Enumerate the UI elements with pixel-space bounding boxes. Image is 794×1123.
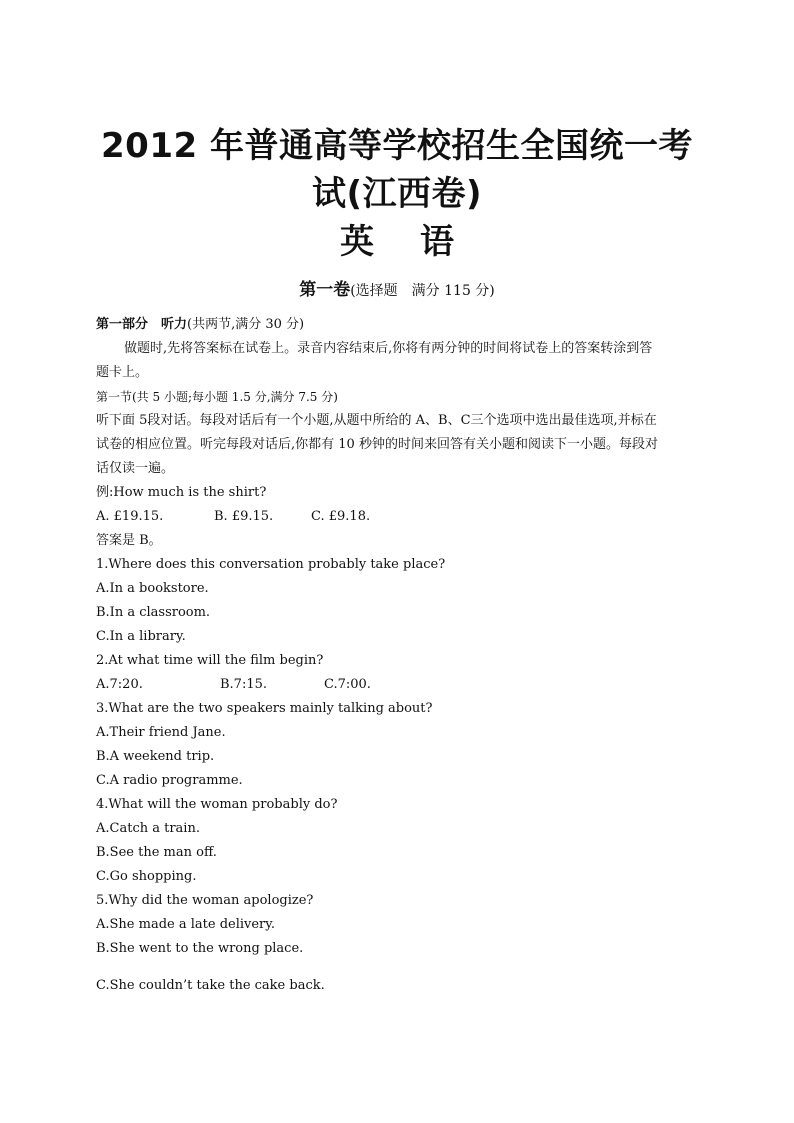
example-options <box>96 507 370 527</box>
question-3-option-c: C.A radio programme. <box>96 773 243 788</box>
question-4-stem: 4.What will the woman probably do? <box>96 797 338 812</box>
exam-title-line-1: 2012 年普通高等学校招生全国统一考 <box>101 126 693 166</box>
question-1-option-a: A.In a bookstore. <box>96 581 209 596</box>
question-2-stem: 2.At what time will the film begin? <box>96 653 324 668</box>
part1-instruction-line-2: 题卡上。 <box>96 365 149 380</box>
section1-directions-line-2: 试卷的相应位置。听完每段对话后,你都有 10 秒钟的时间来回答有关小题和阅读下一小题。每段对 <box>96 437 658 452</box>
question-3-option-a: A.Their friend Jane. <box>96 725 226 740</box>
question-5-stem: 5.Why did the woman apologize? <box>96 893 314 908</box>
question-2-options <box>96 675 371 695</box>
question-1-option-b: B.In a classroom. <box>96 605 211 620</box>
part1-heading-label: 第一部分 听力 <box>96 317 188 332</box>
section1-directions-line-3: 话仅读一遍。 <box>96 461 175 476</box>
example-option-b: B. £9.15. <box>214 509 274 524</box>
question-2-option-c: C.7:00. <box>324 677 371 692</box>
question-5-option-c: C.She couldn’t take the cake back. <box>96 978 325 993</box>
question-4-option-a: A.Catch a train. <box>96 821 200 836</box>
example-question: 例:How much is the shirt? <box>96 485 267 500</box>
question-1-stem: 1.Where does this conversation probably take place? <box>96 557 446 572</box>
example-answer: 答案是 B。 <box>96 533 162 548</box>
section1-directions-line-1: 听下面 5段对话。每段对话后有一个小题,从题中所给的 A、B、C三个选项中选出最佳选项,并标在 <box>96 413 657 428</box>
volume-heading <box>0 280 794 301</box>
question-2-option-b: B.7:15. <box>220 677 268 692</box>
example-option-a: A. £19.15. <box>96 509 164 524</box>
volume-name: 第一卷 <box>299 280 351 300</box>
question-2-option-a: A.7:20. <box>96 677 143 692</box>
subject-title <box>0 220 794 264</box>
subject-char-2: 语 <box>420 222 454 262</box>
question-4-option-c: C.Go shopping. <box>96 869 197 884</box>
exam-title-line-2: 试(江西卷) <box>311 174 483 214</box>
question-1-option-c: C.In a library. <box>96 629 186 644</box>
question-5-option-a: A.She made a late delivery. <box>96 917 276 932</box>
question-3-stem: 3.What are the two speakers mainly talking about? <box>96 701 433 716</box>
part1-heading <box>96 315 304 335</box>
question-5-option-b: B.She went to the wrong place. <box>96 941 304 956</box>
question-4-option-b: B.See the man off. <box>96 845 217 860</box>
question-3-option-b: B.A weekend trip. <box>96 749 215 764</box>
volume-note: (选择题 满分 115 分) <box>350 283 495 299</box>
part1-heading-note: (共两节,满分 30 分) <box>187 317 305 332</box>
subject-char-1: 英 <box>340 222 374 262</box>
section1-heading: 第一节(共 5 小题;每小题 1.5 分,满分 7.5 分) <box>96 390 338 404</box>
part1-instruction-line-1: 做题时,先将答案标在试卷上。录音内容结束后,你将有两分钟的时间将试卷上的答案转涂到答 <box>124 341 653 356</box>
example-option-c: C. £9.18. <box>311 509 371 524</box>
